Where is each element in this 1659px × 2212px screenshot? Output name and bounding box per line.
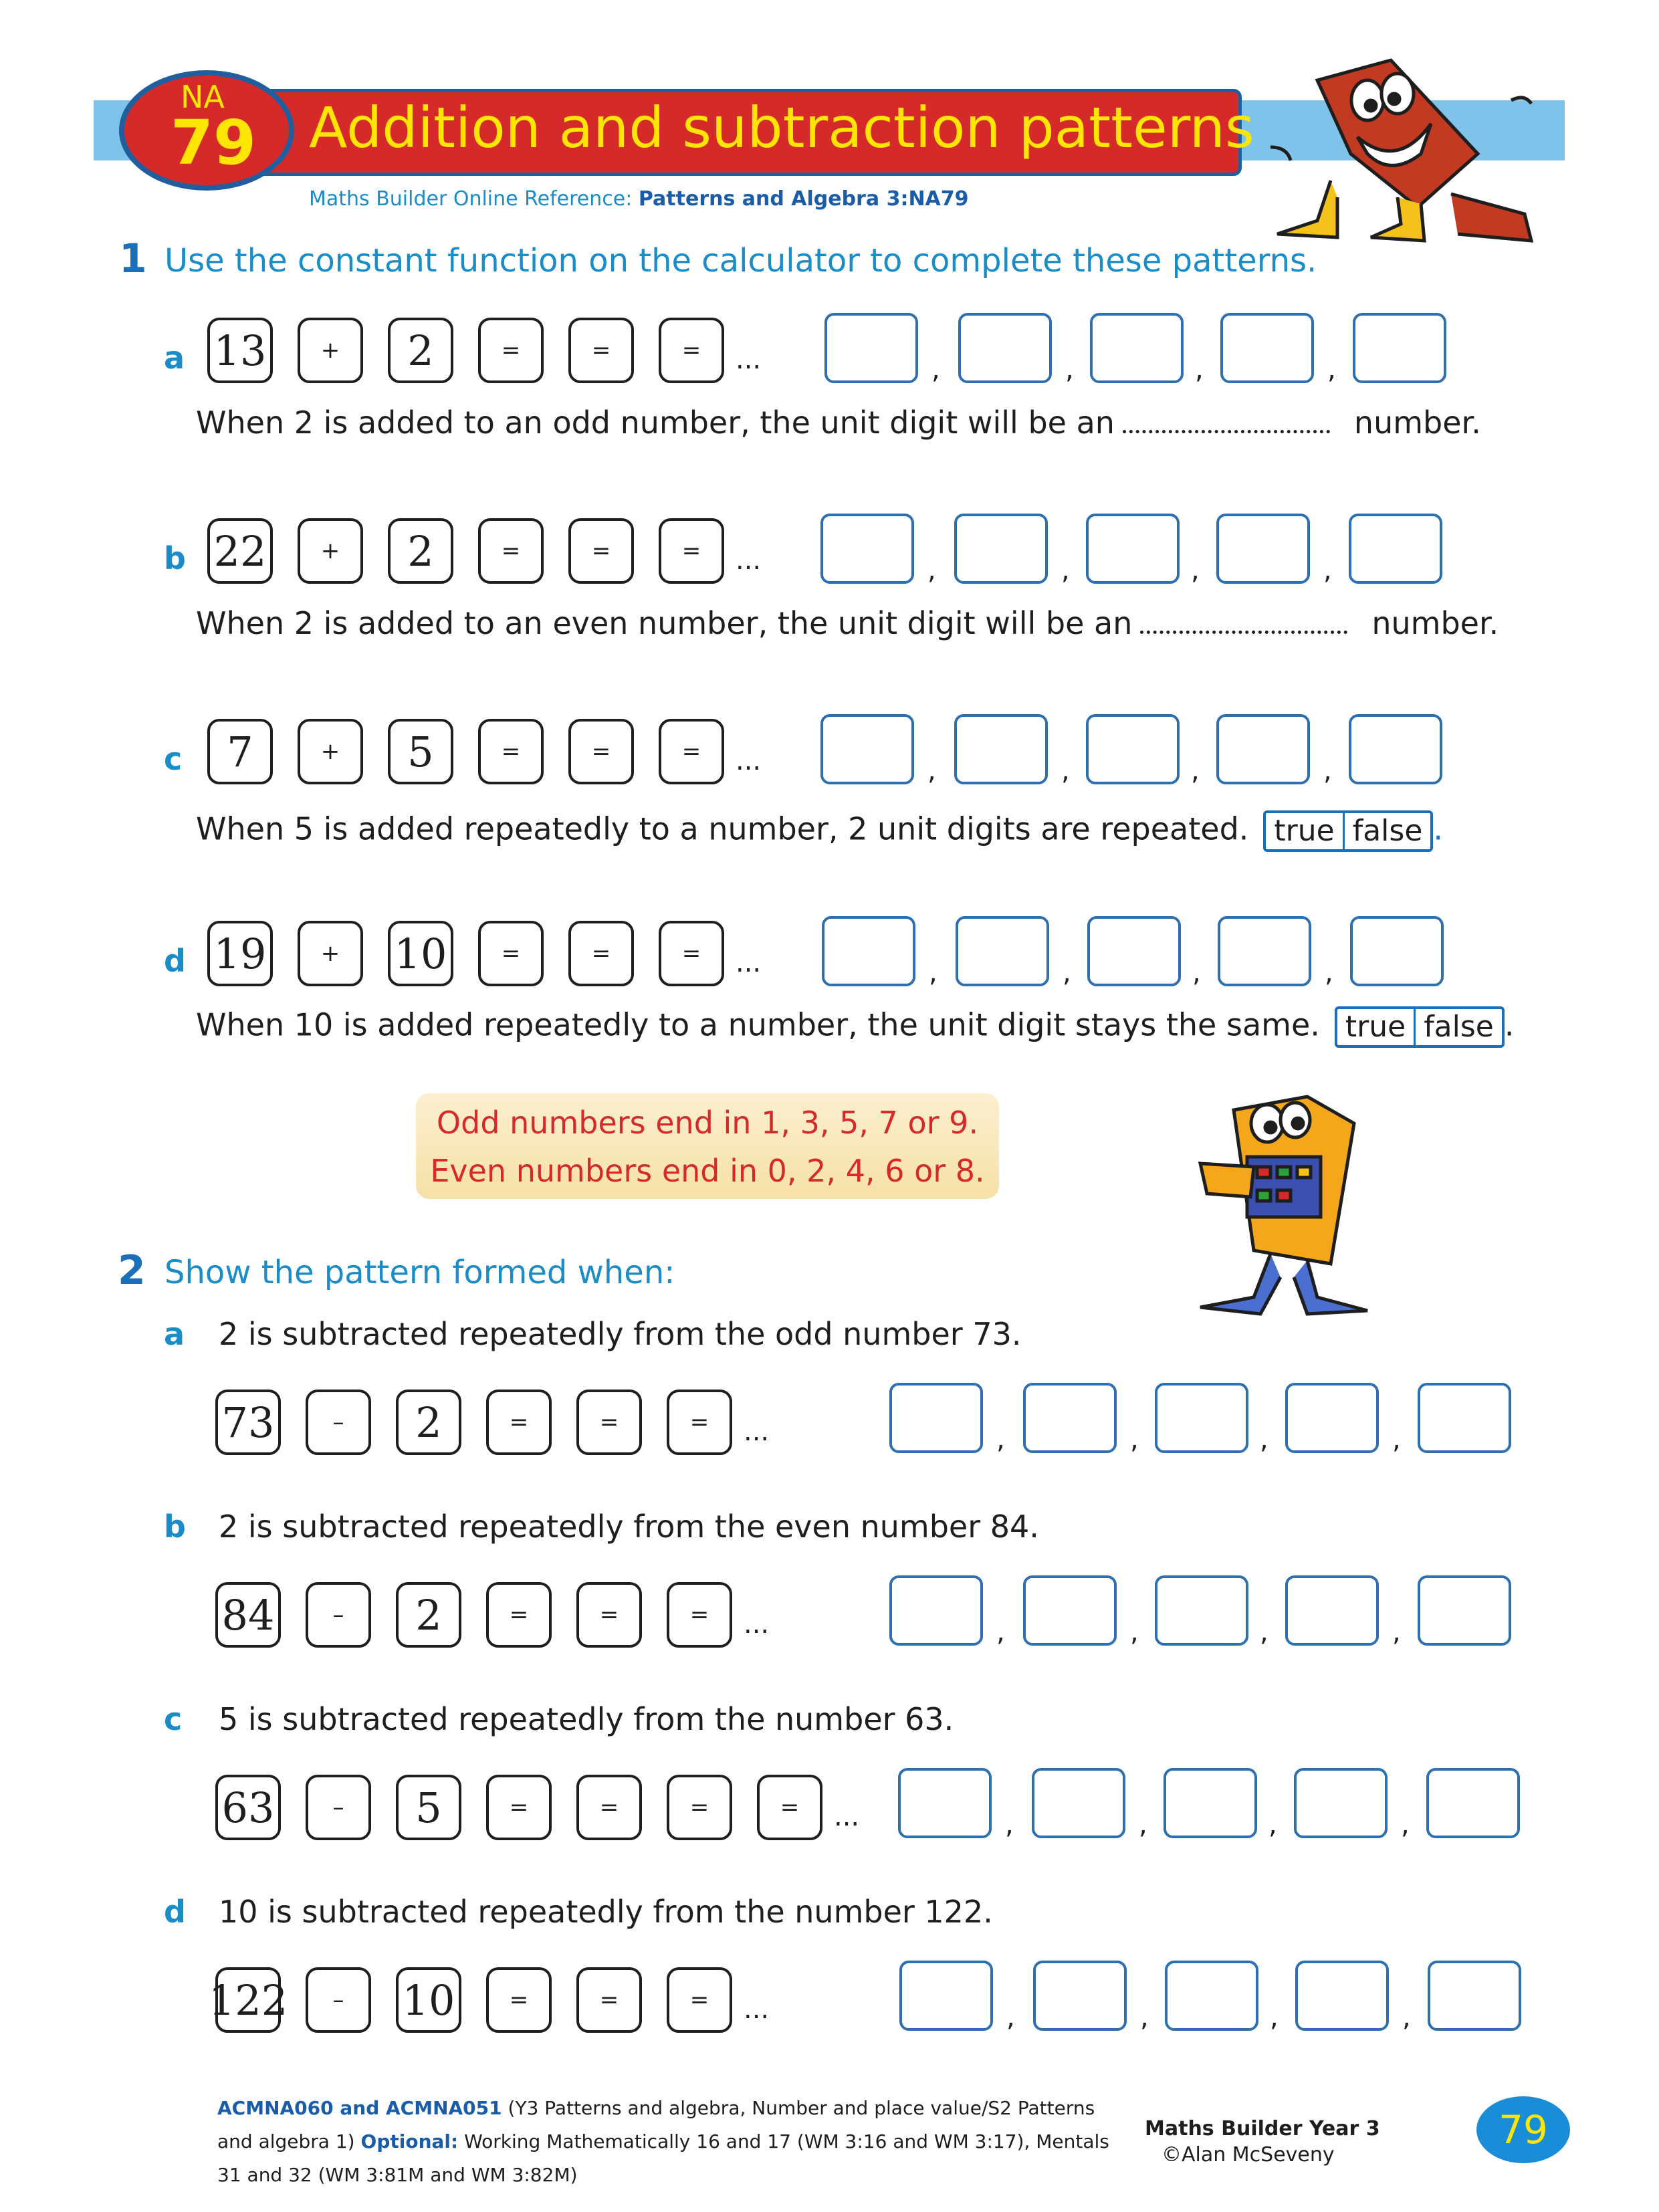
part-letter: b — [164, 1509, 186, 1545]
answer-box[interactable] — [1428, 1961, 1521, 2031]
calc-key: – — [306, 1390, 371, 1455]
comma: , — [1130, 1617, 1139, 1648]
calc-key: = — [486, 1582, 552, 1648]
answer-box[interactable] — [1087, 916, 1181, 986]
hint-note — [416, 1093, 999, 1199]
calc-key: = — [478, 518, 544, 584]
answer-box[interactable] — [1155, 1383, 1248, 1453]
calc-key: 19 — [207, 921, 273, 986]
answer-box[interactable] — [889, 1383, 983, 1453]
calc-key: 5 — [388, 719, 453, 784]
comma: , — [929, 958, 937, 988]
fill-in-blank[interactable] — [1123, 430, 1330, 433]
answer-box[interactable] — [956, 916, 1049, 986]
answer-box[interactable] — [958, 313, 1052, 383]
comma: , — [1061, 555, 1070, 586]
answer-box[interactable] — [1155, 1575, 1248, 1646]
ellipsis: ... — [736, 344, 762, 375]
answer-box[interactable] — [1418, 1575, 1511, 1646]
calc-key: 122 — [215, 1967, 281, 2033]
answer-box[interactable] — [822, 916, 915, 986]
answer-box[interactable] — [1216, 514, 1310, 584]
calc-key: + — [298, 518, 363, 584]
comma: , — [1061, 756, 1070, 786]
question-2-instruction: Show the pattern formed when: — [164, 1254, 675, 1291]
comma: , — [1139, 1809, 1147, 1840]
answer-box[interactable] — [889, 1575, 983, 1646]
lesson-badge-code: NA — [181, 79, 225, 115]
answer-box[interactable] — [1295, 1961, 1389, 2031]
calc-key: = — [659, 719, 724, 784]
comma: , — [1402, 2002, 1411, 2033]
comma: , — [1006, 2002, 1015, 2033]
ellipsis: ... — [744, 1416, 770, 1447]
calc-key: = — [486, 1967, 552, 2033]
comma: , — [1065, 354, 1074, 385]
comma: , — [1323, 756, 1332, 786]
calc-key: 2 — [396, 1582, 461, 1648]
calc-key: = — [568, 518, 634, 584]
statement-1d: When 10 is added repeatedly to a number, the unit digit stays the same. true false . — [196, 1006, 1514, 1048]
comma: , — [1327, 354, 1336, 385]
comma: , — [1401, 1809, 1410, 1840]
calc-key: 22 — [207, 518, 273, 584]
choice-false[interactable]: false — [1414, 1009, 1502, 1045]
answer-box[interactable] — [1220, 313, 1314, 383]
calc-key: = — [667, 1582, 732, 1648]
part-letter: a — [164, 1316, 185, 1352]
calc-key: = — [576, 1775, 642, 1840]
answer-box[interactable] — [954, 514, 1048, 584]
answer-box[interactable] — [1023, 1575, 1117, 1646]
answer-box[interactable] — [1426, 1768, 1520, 1838]
question-2c-text: 5 is subtracted repeatedly from the number 63. — [219, 1701, 954, 1737]
calc-key: = — [478, 318, 544, 383]
calc-key: 5 — [396, 1775, 461, 1840]
part-letter: b — [164, 540, 186, 576]
hint-note-even: Even numbers end in 0, 2, 4, 6 or 8. — [430, 1153, 985, 1189]
comma: , — [931, 354, 940, 385]
shocked-calculator-character-icon — [1257, 53, 1571, 254]
answer-box[interactable] — [1086, 714, 1180, 784]
answer-box[interactable] — [820, 714, 914, 784]
calc-key: + — [298, 318, 363, 383]
calculator-character-pressing-buttons-icon — [1174, 1083, 1401, 1324]
question-2-number: 2 — [118, 1247, 146, 1294]
curriculum-footer: ACMNA060 and ACMNA051 (Y3 Patterns and algebra, Number and place value/S2 Patterns and algebra 1) Optional: Working Mathematically 16 and 17 (WM 3:16 and WM 3:17), Mentals 31 and 32 (WM 3:81M and WM 3:82M) — [217, 2097, 1109, 2186]
comma: , — [1130, 1424, 1139, 1455]
fill-in-blank[interactable] — [1140, 631, 1347, 634]
answer-box[interactable] — [1353, 313, 1446, 383]
calc-key: = — [667, 1775, 732, 1840]
answer-box[interactable] — [1165, 1961, 1258, 2031]
answer-box[interactable] — [1350, 916, 1444, 986]
comma: , — [1268, 1809, 1277, 1840]
question-2b-text: 2 is subtracted repeatedly from the even number 84. — [219, 1509, 1039, 1545]
ellipsis: ... — [736, 948, 762, 978]
question-2a-text: 2 is subtracted repeatedly from the odd number 73. — [219, 1316, 1022, 1352]
statement-1c: When 5 is added repeatedly to a number, 2 unit digits are repeated. true false . — [196, 810, 1443, 852]
comma: , — [1260, 1617, 1268, 1648]
answer-box[interactable] — [1216, 714, 1310, 784]
page-title: Addition and subtraction patterns — [309, 95, 1254, 160]
calc-key: 2 — [396, 1390, 461, 1455]
answer-box[interactable] — [954, 714, 1048, 784]
calc-key: – — [306, 1775, 371, 1840]
answer-box[interactable] — [1218, 916, 1311, 986]
answer-box[interactable] — [1090, 313, 1184, 383]
answer-box[interactable] — [824, 313, 918, 383]
ellipsis: ... — [736, 545, 762, 576]
comma: , — [996, 1424, 1005, 1455]
calc-key: + — [298, 719, 363, 784]
calc-key: 2 — [388, 318, 453, 383]
comma: , — [996, 1617, 1005, 1648]
comma: , — [1191, 756, 1200, 786]
calc-key: 73 — [215, 1390, 281, 1455]
comma: , — [1270, 2002, 1279, 2033]
calc-key: = — [576, 1582, 642, 1648]
book-title: Maths Builder Year 3 — [1145, 2117, 1380, 2140]
calc-key: = — [568, 921, 634, 986]
answer-box[interactable] — [898, 1768, 992, 1838]
true-false-choice — [1335, 1006, 1505, 1048]
hint-note-odd: Odd numbers end in 1, 3, 5, 7 or 9. — [436, 1105, 979, 1141]
answer-box[interactable] — [1033, 1961, 1127, 2031]
calc-key: 7 — [207, 719, 273, 784]
statement-1a: When 2 is added to an odd number, the unit digit will be an number. — [196, 405, 1481, 441]
choice-false[interactable]: false — [1343, 813, 1431, 849]
answer-box[interactable] — [1285, 1575, 1379, 1646]
calc-key: = — [486, 1775, 552, 1840]
calc-key: = — [486, 1390, 552, 1455]
calc-key: = — [667, 1390, 732, 1455]
comma: , — [1325, 958, 1333, 988]
lesson-badge-number: 79 — [171, 107, 257, 179]
comma: , — [1392, 1617, 1401, 1648]
calc-key: = — [576, 1967, 642, 2033]
choice-true[interactable]: true — [1274, 814, 1335, 848]
comma: , — [1323, 555, 1332, 586]
question-1-number: 1 — [119, 235, 147, 282]
online-reference: Maths Builder Online Reference: Patterns and Algebra 3:NA79 — [309, 187, 969, 211]
ellipsis: ... — [834, 1801, 860, 1832]
question-1-instruction: Use the constant function on the calculator to complete these patterns. — [164, 242, 1317, 280]
comma: , — [1195, 354, 1204, 385]
answer-box[interactable] — [899, 1961, 993, 2031]
answer-box[interactable] — [1086, 514, 1180, 584]
calc-key: + — [298, 921, 363, 986]
comma: , — [1140, 2002, 1149, 2033]
comma: , — [1063, 958, 1071, 988]
answer-box[interactable] — [1418, 1383, 1511, 1453]
comma: , — [1005, 1809, 1014, 1840]
calc-key: 10 — [396, 1967, 461, 2033]
answer-box[interactable] — [1349, 714, 1442, 784]
answer-box[interactable] — [1294, 1768, 1388, 1838]
page-number: 79 — [1476, 2096, 1570, 2163]
comma: , — [927, 756, 936, 786]
calc-key: 10 — [388, 921, 453, 986]
calc-key: 63 — [215, 1775, 281, 1840]
answer-box[interactable] — [1032, 1768, 1125, 1838]
true-false-choice — [1263, 810, 1433, 852]
choice-true[interactable]: true — [1345, 1010, 1406, 1044]
part-letter: d — [164, 943, 186, 979]
part-letter: c — [164, 1701, 183, 1737]
comma: , — [1260, 1424, 1268, 1455]
ellipsis: ... — [744, 1609, 770, 1640]
calc-key: – — [306, 1967, 371, 2033]
calc-key: 2 — [388, 518, 453, 584]
calc-key: 84 — [215, 1582, 281, 1648]
part-letter: c — [164, 741, 183, 777]
calc-key: = — [659, 921, 724, 986]
answer-box[interactable] — [1164, 1768, 1257, 1838]
comma: , — [1392, 1424, 1401, 1455]
comma: , — [927, 555, 936, 586]
calc-key: = — [659, 518, 724, 584]
calc-key: = — [576, 1390, 642, 1455]
calc-key: = — [478, 719, 544, 784]
calc-key: – — [306, 1582, 371, 1648]
answer-box[interactable] — [1023, 1383, 1117, 1453]
comma: , — [1191, 555, 1200, 586]
ellipsis: ... — [744, 1994, 770, 2025]
calc-key: = — [757, 1775, 822, 1840]
ellipsis: ... — [736, 746, 762, 776]
answer-box[interactable] — [1349, 514, 1442, 584]
calc-key: 13 — [207, 318, 273, 383]
question-2d-text: 10 is subtracted repeatedly from the number 122. — [219, 1894, 993, 1930]
answer-box[interactable] — [1285, 1383, 1379, 1453]
calc-key: = — [478, 921, 544, 986]
answer-box[interactable] — [820, 514, 914, 584]
copyright-author: ©Alan McSeveny — [1162, 2143, 1335, 2167]
comma: , — [1192, 958, 1201, 988]
statement-1b: When 2 is added to an even number, the unit digit will be an number. — [196, 605, 1499, 641]
calc-key: = — [667, 1967, 732, 2033]
part-letter: d — [164, 1894, 186, 1930]
part-letter: a — [164, 340, 185, 376]
calc-key: = — [568, 719, 634, 784]
calc-key: = — [568, 318, 634, 383]
calc-key: = — [659, 318, 724, 383]
